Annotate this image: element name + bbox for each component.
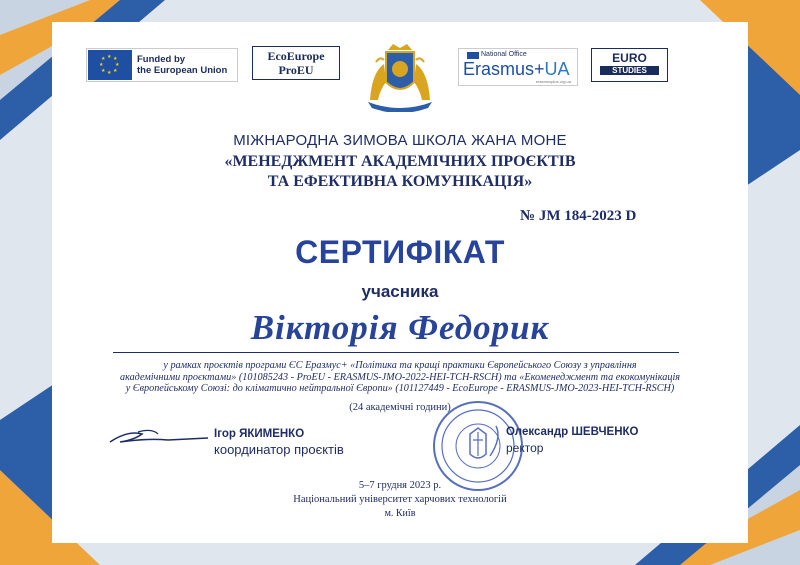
project-title-line1: «МЕНЕДЖМЕНТ АКАДЕМІЧНИХ ПРОЄКТІВ xyxy=(224,153,576,170)
project-title xyxy=(0,152,800,192)
signatory2-name: Олександр ШЕВЧЕНКО xyxy=(506,426,639,438)
university-name: Національний університет харчових технологій xyxy=(293,494,507,505)
ecoeurope-logo xyxy=(252,46,340,80)
university-crest-icon xyxy=(358,42,442,112)
project-title-line2: ТА ЕФЕКТИВНА КОМУНІКАЦІЯ» xyxy=(267,173,533,190)
signatory1-name: Ігор ЯКИМЕНКО xyxy=(214,428,305,440)
city-name: м. Київ xyxy=(384,508,416,519)
signatory1-role: координатор проєктів xyxy=(214,442,344,457)
eu-funded-logo xyxy=(86,48,238,82)
euro-studies-line1: EURO xyxy=(612,51,647,65)
event-date: 5–7 грудня 2023 р. xyxy=(358,480,442,491)
euro-studies-logo xyxy=(591,48,668,82)
eu-text-line1: Funded by xyxy=(137,54,186,65)
erasmus-ua-label: UA xyxy=(544,59,570,79)
eu-mini-flag-icon xyxy=(467,52,479,59)
erasmus-main-label: Erasmus+ xyxy=(463,59,545,79)
eu-text-line2: the European Union xyxy=(137,65,228,76)
erasmus-url: erasmusplus.org.ua xyxy=(535,79,571,84)
eu-flag-icon: ★ ★ ★ ★ ★ ★ ★ ★ xyxy=(88,50,132,80)
euro-studies-line2: STUDIES xyxy=(600,66,659,75)
participant-label: учасника xyxy=(361,282,439,301)
description-line3: у Європейському Союзі: до кліматично нейтральної Європи» (101127449 - EcoEurope - ERASMUS-JMO-2023-HEI-TCH-RSCH) xyxy=(125,383,675,394)
ecoeurope-line1: EcoEurope xyxy=(267,49,325,63)
certificate-number: № JM 184-2023 D xyxy=(520,208,637,224)
name-underline xyxy=(113,352,679,353)
recipient-name: Вікторія Федорик xyxy=(250,308,550,347)
description-line1: у рамках проєктів програми ЄС Еразмус+ «Політика та кращі практики Європейського Союзу з управління xyxy=(163,360,637,371)
description xyxy=(80,360,720,395)
erasmus-plus-ua-logo xyxy=(458,48,578,86)
signature-icon xyxy=(108,426,218,448)
ecoeurope-line2: ProEU xyxy=(278,63,314,77)
hours-label: (24 академічні години) xyxy=(349,402,451,413)
certificate-heading: СЕРТИФІКАТ xyxy=(295,234,505,270)
description-line2: академічними проєктами» (101085243 - ProEU - ERASMUS-JMO-2022-HEI-TCH-RSCH) та «Екоменеджмент та екокомунікація xyxy=(119,371,681,383)
erasmus-office-label: National Office xyxy=(481,51,527,58)
school-title: МІЖНАРОДНА ЗИМОВА ШКОЛА ЖАНА МОНЕ xyxy=(233,132,567,149)
signatory2-role: ректор xyxy=(506,441,544,455)
